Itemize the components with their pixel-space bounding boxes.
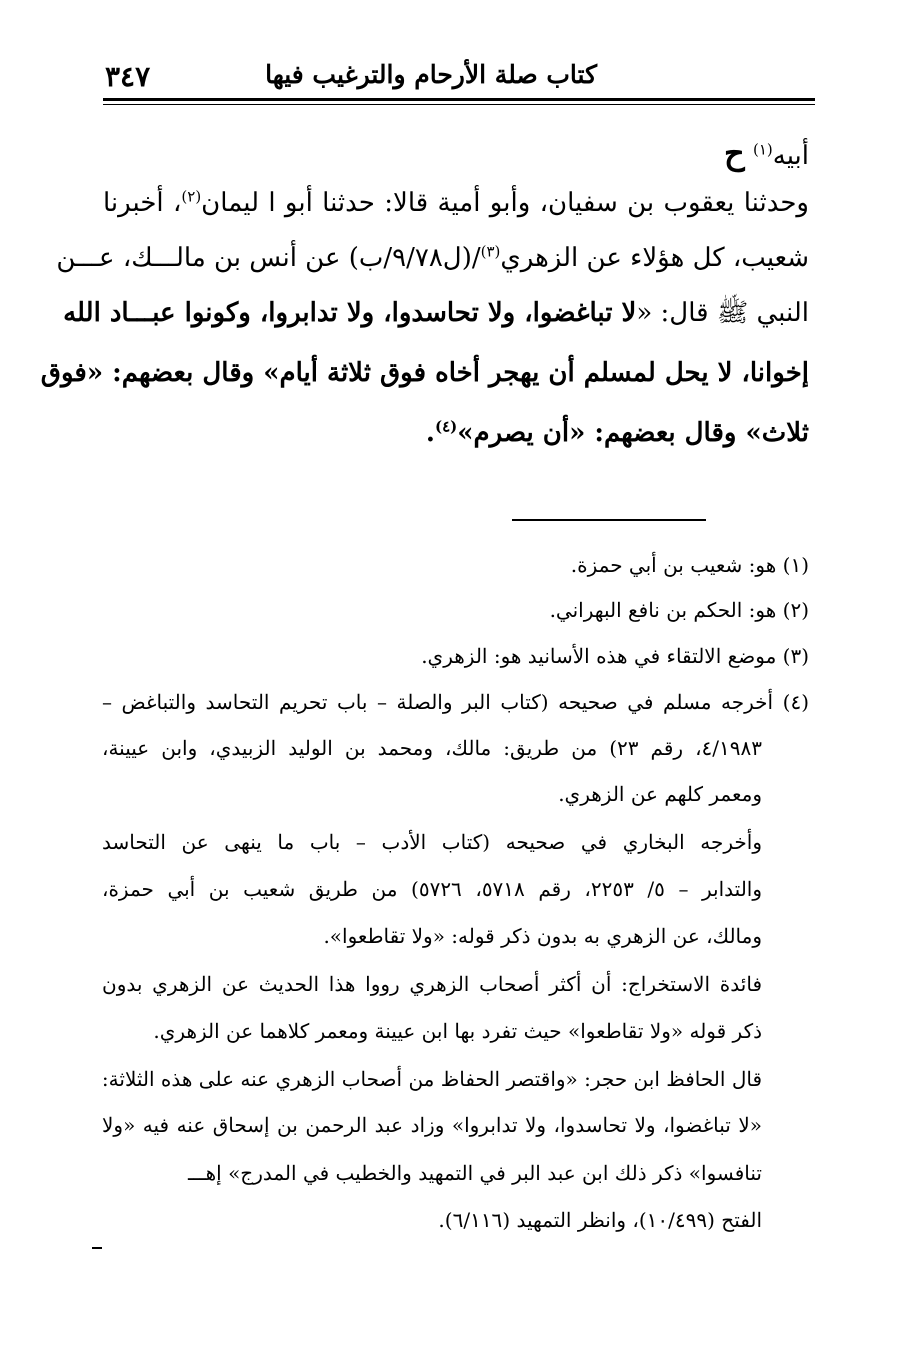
body-text: وحدثنا يعقوب بن سفيان، وأبو أمية قالا: حدثنا أبو ا ليمان — [201, 188, 809, 218]
body-text: . — [425, 418, 435, 448]
hadith-text: إخوانا، لا يحل لمسلم أن يهجر أخاه فوق ثلاثة أيام» وقال بعضهم: «فوق — [40, 358, 809, 388]
body-text: أبيه — [772, 141, 809, 171]
header-rule-thin — [103, 104, 815, 105]
footnote-4-line: ومالك، عن الزهري به بدون ذكر قوله: «ولا تقاطعوا». — [323, 924, 762, 948]
header-rule-thick — [103, 98, 815, 101]
footnote-4-line: الفتح (١٠/٤٩٩)، وانظر التمهيد (٦/١١٦). — [438, 1208, 762, 1232]
body-line-1 — [724, 134, 809, 172]
tahwil-mark: ح — [724, 134, 745, 172]
footnote-ref: (٣) — [480, 242, 501, 261]
body-text: شعيب، كل هؤلاء عن الزهري — [500, 243, 809, 273]
page-number: ٣٤٧ — [105, 60, 151, 93]
footnote-4-line: «لا تباغضوا، ولا تحاسدوا، ولا تدابروا» وزاد عبد الرحمن بن إسحاق عنه فيه «ولا — [102, 1113, 762, 1137]
footnote-4-line: فائدة الاستخراج: أن أكثر أصحاب الزهري رووا هذا الحديث عن الزهري بدون — [102, 972, 762, 996]
running-header-title: كتاب صلة الأرحام والترغيب فيها — [265, 60, 597, 89]
footnote-3: (٣) موضع الالتقاء في هذه الأسانيد هو: الزهري. — [421, 644, 809, 668]
body-text: ، أخبرنا — [103, 188, 182, 218]
body-line-2 — [103, 188, 809, 218]
footnote-4-line: وأخرجه البخاري في صحيحه (كتاب الأدب – باب ما ينهى عن التحاسد — [102, 830, 762, 854]
footnote-separator — [512, 519, 706, 521]
footnote-4-line: قال الحافظ ابن حجر: «واقتصر الحفاظ من أصحاب الزهري عنه على هذه الثلاثة: — [101, 1067, 762, 1091]
footnote-ref: (٢) — [181, 187, 202, 206]
body-line-4 — [63, 298, 809, 328]
body-line-6 — [426, 418, 809, 448]
hadith-text: ثلاث» وقال بعضهم: «أن يصرم» — [457, 418, 809, 448]
footnote-4-line: ٤/١٩٨٣، رقم ٢٣) من طريق: مالك، ومحمد بن الوليد الزبيدي، وابن عيينة، — [102, 736, 762, 760]
footnote-1: (١) هو: شعيب بن أبي حمزة. — [570, 553, 809, 577]
body-line-5 — [40, 358, 809, 388]
footnote-4-line: ومعمر كلهم عن الزهري. — [558, 782, 762, 806]
footnote-4-line: تنافسوا» ذكر ذلك ابن عبد البر في التمهيد والخطيب في المدرج» إهـــ — [188, 1161, 762, 1185]
footnote-ref: (١) — [752, 140, 773, 159]
footnote-ref: (٤) — [434, 417, 458, 436]
footnote-4-line: (٤) أخرجه مسلم في صحيحه (كتاب البر والصلة – باب تحريم التحاسد والتباغض – — [102, 690, 809, 714]
footnote-4-line: ذكر قوله «ولا تقاطعوا» حيث تفرد بها ابن عيينة ومعمر كلاهما عن الزهري. — [153, 1019, 762, 1043]
footnote-2: (٢) هو: الحكم بن نافع البهراني. — [549, 598, 809, 622]
margin-mark — [92, 1247, 102, 1249]
footnote-4-line: والتدابر – ٥/ ٢٢٥٣، رقم ٥٧١٨، ٥٧٢٦) من طريق شعيب بن أبي حمزة، — [102, 877, 762, 901]
body-text: /(ل٩/٧٨/ب) عن أنس بن مالـــك، عـــن — [56, 243, 481, 273]
body-text: النبي ﷺ قال: « — [636, 298, 809, 328]
hadith-text: لا تباغضوا، ولا تحاسدوا، ولا تدابروا، وكونوا عبـــاد الله — [63, 298, 637, 328]
body-line-3 — [56, 242, 809, 273]
